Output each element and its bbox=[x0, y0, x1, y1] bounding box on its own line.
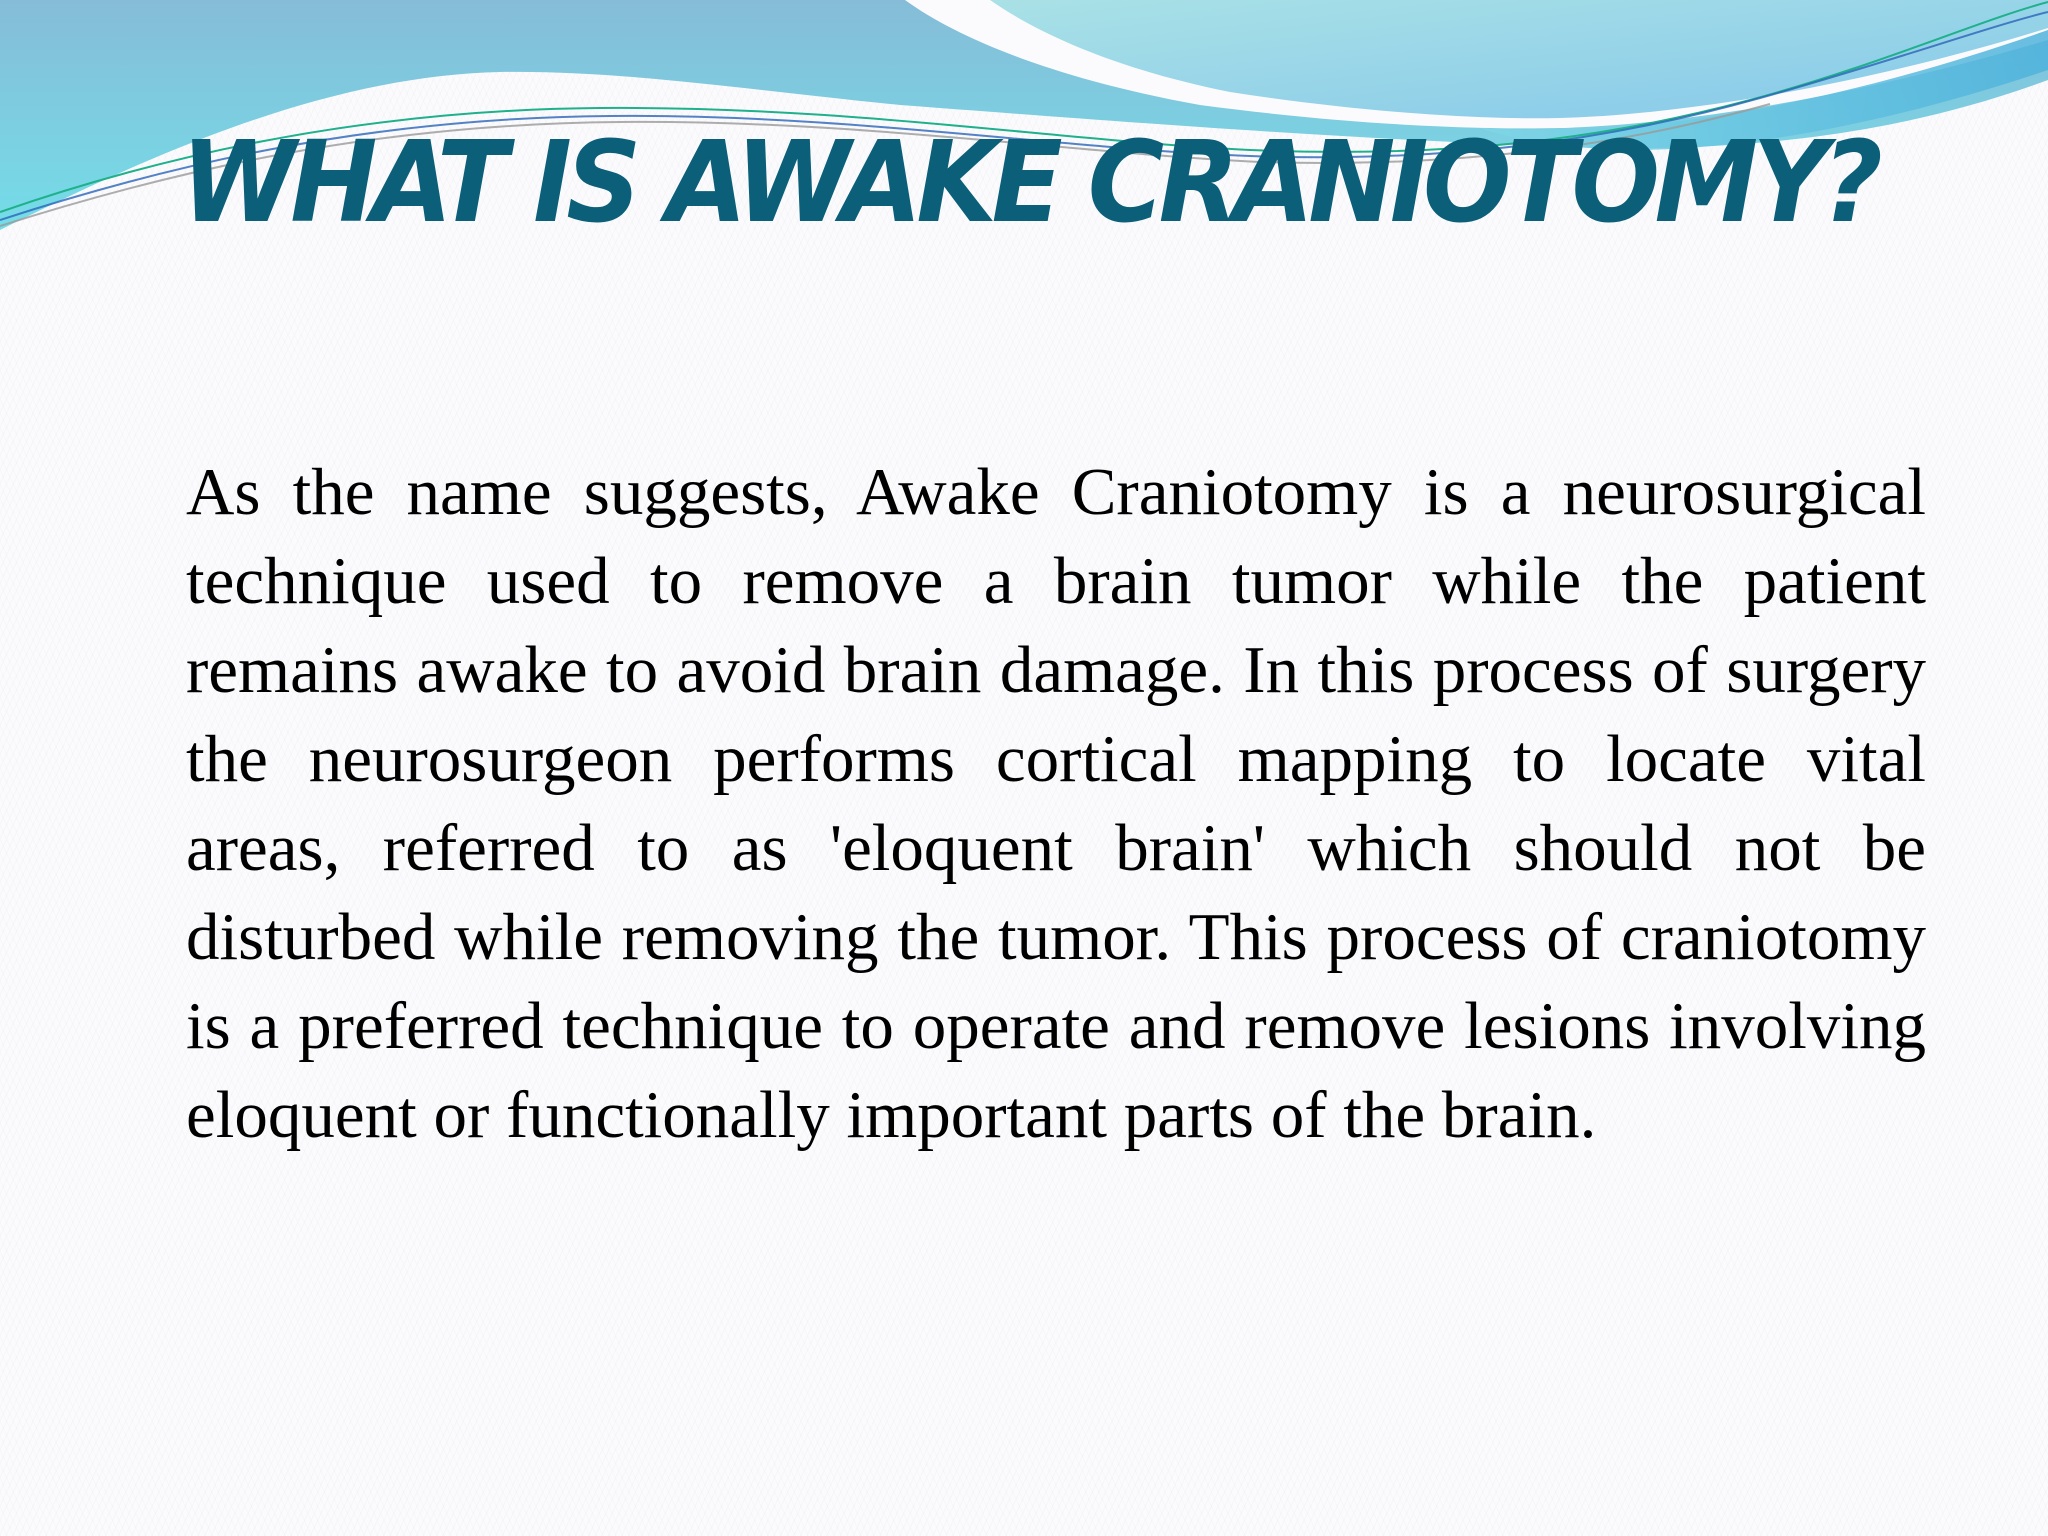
slide-body-paragraph: As the name suggests, Awake Craniotomy is a neurosurgical technique used to remove a brain tumor while the patient remains awake to avoid brain damage. In this process of surgery the neurosurgeon performs cortical mapping to locate vital areas, referred to as 'eloquent brain' which should not be disturbed while removing the tumor. This process of craniotomy is a preferred technique to operate and remove lesions involving eloquent or functionally important parts of the brain. bbox=[186, 455, 1926, 1152]
slide-title: WHAT IS AWAKE CRANIOTOMY? bbox=[181, 118, 1878, 248]
